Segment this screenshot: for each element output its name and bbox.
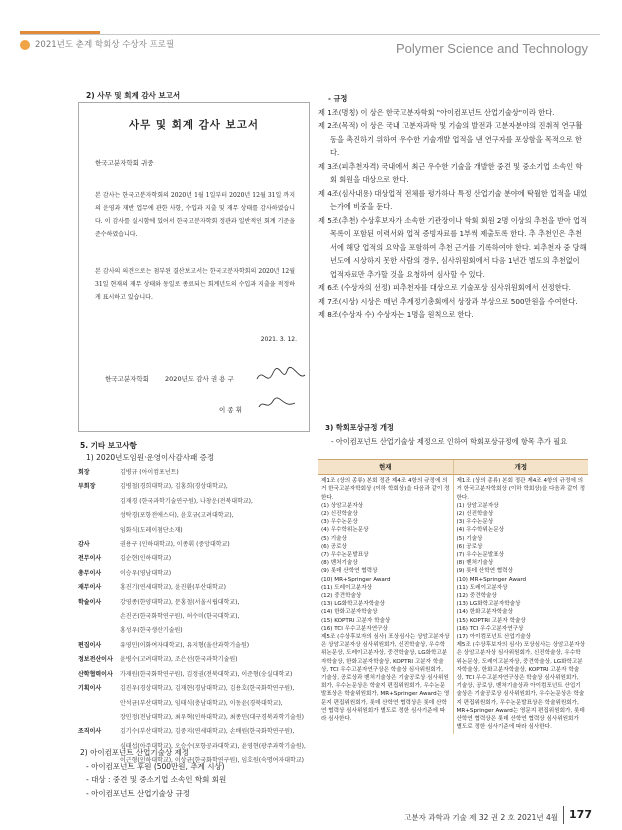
officer-name-line: 강영종(한양대학교), 문홍철(서울시립대학교), (120, 598, 240, 606)
current-rules-cell (318, 475, 453, 734)
officer-name-line: 김기수(부산대학교), 김중지(연세대학교), 손배원(한국화학연구원), (120, 728, 295, 736)
regulation-article: 제 8조(수상자 수) 수상자는 1명을 원칙으로 한다. (318, 310, 474, 319)
journal-name: Polymer Science and Technology (396, 41, 588, 56)
audit-report-date: 2021. 3. 12. (260, 336, 297, 343)
officer-row (78, 552, 310, 566)
header-rule (20, 34, 600, 35)
table-cell-line: (3) 우수논문상 (321, 519, 358, 526)
officer-row (78, 668, 310, 682)
officer-role: 부회장 (78, 483, 96, 491)
table-cell-line: 제1조 (상의 종류) 본회 정관 제4조 4항의 규정에 의거 한국고분자학회상 (이하 학회상)을 다음과 같이 정한다. (321, 478, 450, 501)
officer-name-line: 이근형(인하대학교), 이상균(한국화학연구원), 임호원(숙명여자대학교) (120, 757, 304, 765)
regulation-article: 제 2조(목적) 이 상은 국내 고분자과학 및 기술의 발전과 고분자분야의 진취적 연구활동을 촉진하기 위하여 우수한 기술개발 업적을 낸 연구자를 포상함을 목적으로 한다. (318, 121, 583, 157)
officer-name-line: 김재경 (한국과학기술연구원), 나창운(전북대학교), (120, 497, 253, 505)
table-cell-line: (12) 중견학술상 (456, 593, 497, 600)
table-cell-line: (3) 우수논문상 (456, 519, 494, 526)
officer-row (78, 682, 310, 725)
table-cell-line: (16) TCI 우수고분자연구상 (321, 625, 388, 632)
table-cell-line: (4) 우수학위논문상 (321, 527, 369, 534)
officer-name-line: 임화식(도레이첨단소재) (120, 526, 183, 534)
table-cell-line: (9) 롯데 산학연 협력상 (321, 568, 378, 575)
signature-scribble-2 (257, 395, 297, 413)
officer-name-line: 안석균(부산대학교), 임태식(충남대학교), 이동윤(경북대학교), (120, 699, 283, 707)
revised-rules-cell (453, 475, 588, 734)
table-cell-line: (17) 아이컴포넌트 산업기술상 (456, 634, 531, 641)
bullet-item: - 대상 : 중견 및 중소기업 소속인 학회 회원 (86, 775, 227, 784)
audit-report-title: 사무 및 회계 감사 보고서 (128, 119, 260, 131)
officer-name-line: 장민정(전남대학교), 최우혁(인하대학교), 최종민(대구경북과학기술원) (120, 713, 304, 721)
audit-report-paragraph-1: 본 감사는 한국고분자학회의 2020년 1월 1일부터 2020년 12월 31일 까지의 운영과 재반 업무에 관한 사항, 수입과 지출 및 재무 상태를 감사하였습니다. 이 감사를 실시함에 있어서 한국고분자학회 정관과 일반적인 회계 기준을 준수하였습니다. (95, 192, 295, 238)
amendment-note: - 아이컴포넌트 산업기술상 제정으로 인하여 학회포상규정에 항목 추가 필요 (331, 436, 568, 446)
table-cell-line: (8) 벤처기술상 (456, 560, 494, 567)
table-cell-line: (13) LG화학고분자학술상 (321, 601, 385, 608)
page-number: 177 (569, 808, 592, 821)
officer-names (120, 466, 310, 480)
second-auditor-name: 이 종 휘 (219, 406, 242, 414)
officer-names (120, 596, 310, 639)
section-heading-audit: 2) 사무 및 회계 감사 보고서 (86, 91, 181, 100)
table-cell-line: (14) 한화고분자학술상 (456, 609, 513, 616)
officer-row (78, 653, 310, 667)
officer-names (120, 480, 310, 538)
bullet-item: 2) 아이컴포넌트 산업기술상 제정 (80, 748, 190, 757)
amendment-section (325, 421, 585, 448)
officer-name-line: 김진우(경상대학교), 김재현(경남대학교), 김용호(한국화학연구원), (120, 685, 295, 693)
officer-name-line: 심태섭(아주대학교), 오승수(포항공과대학교), 윤영현(광주과학기술원), (120, 742, 306, 750)
officer-name-line: 권용구 (인하대학교), 이종휘 (중앙대학교) (120, 541, 230, 549)
table-cell-line: (6) 공로상 (456, 543, 483, 550)
table-cell-line: (1) 상암고분자상 (321, 502, 364, 509)
officer-role: 재무이사 (78, 584, 102, 592)
officer-names (120, 552, 310, 566)
officer-name-line: 김병규 (아이컴포넌트) (120, 469, 179, 476)
officer-name-line: 홍성우(한국생산기술원) (120, 627, 183, 635)
bullet-item: - 아이컴포넌트 산업기술상 규정 (86, 788, 191, 798)
table-cell-line: (2) 신진학술상 (456, 511, 494, 518)
officer-name-line: 손진곤(한국화학연구원), 허수미(한국대학교), (120, 613, 240, 621)
officer-names (120, 581, 310, 595)
regulation-article: 제 1조(명칭) 이 상은 한국고분자학회 "아이컴포넌트 산업기술상"이라 한다. (318, 107, 555, 117)
officer-role: 조직이사 (78, 728, 102, 736)
column-header-revised: 개정 (453, 460, 588, 475)
section-heading-other: 5. 기타 보고사항 (80, 441, 137, 450)
officer-names (120, 653, 310, 667)
table-cell-line: (7) 우수논문발표상 (456, 552, 505, 559)
officer-name-line: 윤병수(고려대학교), 조은선(한국과학기술원) (120, 656, 238, 664)
officer-role: 총무이사 (78, 569, 102, 577)
table-cell-line: (1) 상암고분자상 (456, 502, 499, 509)
table-cell-line: (11) 도레이고분자상 (456, 584, 508, 591)
column-header-current: 현재 (318, 460, 453, 475)
officer-name-line: 유영민(이화여자대학교), 유지형(울산과학기술원) (120, 641, 250, 649)
table-cell-line: 제5조 (수상후보자의 심사) 포상심사는 상암고분자상은 상암고분자상 심사위원회가, 신진학술상, 우수학위논문상, 도레이고분자상, 중견학술상, LG화학고분자학술상, 한화고분자학술상, KOPTRI 고분자 학술상, TCI 우수고분자연구상은 학술상 심사위원회가, 기술상, 공로상과 벤처기술상은 기술공로상 심사위원회가, 우수논문상은 학술지 편집위원회가, 우수논문발표상은 학술위원회가, MR+Springer Award는 영문지 편집위원회가, 롯데 산학연 협력상은 롯데 산학연 협력상 심사위원회가 별도로 정한 심사기준에 따라 심사한다. (321, 634, 450, 723)
officer-name-line: 이승우(영남대학교) (120, 569, 172, 577)
officer-row (78, 596, 310, 639)
regulations-heading: - 규정 (328, 94, 348, 103)
amendment-title: 3) 학회포상규정 개정 (325, 423, 394, 432)
table-cell-line: (11) 도레이고분자상 (321, 584, 373, 591)
officer-name-line: 김병철(경희대학교), 김홍희(경상대학교), (120, 483, 228, 491)
regulation-articles (318, 106, 588, 322)
regulation-article: 제 7조(시상) 시상은 매년 추계정기총회에서 상장과 부상으로 500만원을 수여한다. (318, 296, 578, 306)
audit-report-addressee: 한국고분자학회 귀중 (95, 159, 154, 167)
table-cell-line: (9) 롯데 산학연 협력상 (456, 568, 513, 575)
table-cell-line: (12) 중견학술상 (321, 593, 362, 600)
bullet-item: - 아이컴포넌트 후원 (500만원, 추계 시상) (86, 761, 225, 771)
award-regulations (318, 92, 588, 322)
regulation-article: 제 4조(심사내용) 대상업적 전체를 평가하나 특정 산업기술 분야에 탁월한 업적을 내었는가에 비중을 둔다. (318, 188, 588, 211)
officer-row (78, 567, 310, 581)
officer-list (78, 466, 310, 769)
table-cell-line: (15) KOPTRI 고분자 학술상 (456, 617, 526, 624)
officer-names (120, 639, 310, 653)
officer-row (78, 639, 310, 653)
table-cell-line: (5) 기술상 (456, 535, 483, 542)
officer-name-line: 성탁경(포항전에스터), 윤호규(고려대학교), (120, 512, 234, 520)
regulation-article: 제 5조(추천) 수상후보자가 소속한 기관장이나 학회 회원 2명 이상의 추천을 받아 업적 목록이 포함된 이력서와 업적 증빙자료를 1부씩 제출토록 한다. 추 추천인은 추천서에 해당 업적의 요약을 포함하여 추천 근거를 기록하여야 한다. 피추천자 중 당해년도에 시상하지 못한 사람의 경우, 심사위원회에서 다음 1년간 별도의 추천없이 업적자료만 추가할 것을 요청하여 심사할 수 있다. (318, 215, 588, 279)
table-cell-line: (6) 공로상 (321, 543, 347, 550)
officer-role: 편집이사 (78, 641, 102, 649)
officer-row (78, 581, 310, 595)
officer-names (120, 567, 310, 581)
table-cell-line: (13) LG화학고분자학술상 (456, 601, 521, 608)
table-cell-line: 제1조 (상의 종류) 본회 정관 제4조 4항의 규정에 의거 한국고분자학회상 (이하 학회상)을 다음과 같이 정한다. (456, 478, 586, 501)
journal-citation: 고분자 과학과 기술 제 32 권 2 호 2021년 4월 (404, 813, 558, 822)
table-cell-line: (5) 기술상 (321, 535, 347, 542)
subsection-plaque: 1) 2020년도임원·운영이사감사패 증정 (86, 453, 215, 462)
regulation-article: 제 3조(피추천자격) 국내에서 최근 우수한 기술을 개발한 중견 및 중소기업 소속인 학회 회원을 대상으로 한다. (318, 161, 583, 184)
officer-name-line: 가재원(한국화학연구원), 김정권(전북대학교), 이준형(숭실대학교) (120, 670, 293, 678)
footer-divider (563, 806, 564, 824)
organization-name: 한국고분자학회 (105, 375, 149, 383)
officer-names (120, 682, 310, 725)
running-head (20, 38, 174, 50)
table-cell-line: (16) TCI 우수고분자연구상 (456, 625, 524, 632)
auditor-line: 2020년도 감사 권 용 구 (165, 375, 234, 383)
table-cell-line: (7) 우수논문발표상 (321, 552, 369, 559)
table-cell-line: (15) KOPTRI 고분자 학술상 (321, 617, 391, 624)
running-head-text: 2021년도 춘계 학회상 수상자 프로필 (35, 40, 175, 50)
officer-role: 기획이사 (78, 685, 102, 693)
officer-name-line: 홍진기(연세대학교), 윤진환(부산대학교) (120, 584, 226, 592)
table-cell-line: (14) 한화고분자학술상 (321, 609, 378, 616)
table-cell-line: (8) 벤처기술상 (321, 560, 358, 567)
orange-dot-icon (20, 40, 30, 50)
officer-row (78, 480, 310, 538)
officer-role: 산학협력이사 (78, 670, 113, 678)
audit-report-paragraph-2: 본 감사의 의견으로는 첨부된 결산보고서는 한국고분자학회의 2020년 12월 31일 현재의 재무 상태와 동일로 종료되는 회계년도의 수입과 지출을 적정하게 표시하고 있습니다. (95, 268, 295, 301)
signature-scribble-1 (255, 365, 307, 387)
officer-role: 전무이사 (78, 555, 102, 563)
officer-name-line: 김순현(인하대학교) (120, 555, 172, 563)
officer-role: 감사 (78, 541, 90, 549)
table-cell-line: (4) 우수학위논문상 (456, 527, 505, 534)
industrial-award-bullets (80, 746, 226, 800)
officer-names (120, 668, 310, 682)
audit-report-document (78, 102, 310, 432)
audit-report-organization (105, 374, 234, 383)
officer-names (120, 538, 310, 552)
regulation-article: 제 6조 (수상자의 선정) 피추천자를 대상으로 기술포상 심사위원회에서 선정한다. (318, 283, 571, 292)
amendment-comparison-table (318, 459, 588, 734)
officer-role: 학술이사 (78, 598, 102, 606)
table-cell-line: 제5조 (수상후보자의 심사) 포상심사는 상암고분자상은 상암고분자상 심사위원회가, 신진학술상, 우수학위논문상, 도레이고분자상, 중견학술상, LG화학고분자학술상, 한화고분자학술상, KOPTRI 고분자 학술상, TCI 우수고분자연구상은 학술상 심사위원회가, 기술상, 공로상, 벤처기술상과 아이컴포넌트 산업기술상은 기술공로상 심사위원회가, 우수논문상은 학술지 편집위원회가, 우수논문발표상은 학술위원회가, MR+Springer Award는 영문지 편집위원회가, 롯데 산학연 협력상은 롯데 산학연 협력상 심사위원회가 별도로 정한 심사기준에 따라 심사한다. (456, 642, 586, 731)
officer-row (78, 466, 310, 480)
officer-row (78, 538, 310, 552)
officer-role: 정보전산이사 (78, 656, 113, 664)
table-cell-line: (10) MR+Springer Award (456, 576, 527, 583)
table-cell-line: (10) MR+Springer Award (321, 576, 391, 583)
officer-role: 회장 (78, 469, 90, 476)
table-cell-line: (2) 신진학술상 (321, 511, 358, 518)
